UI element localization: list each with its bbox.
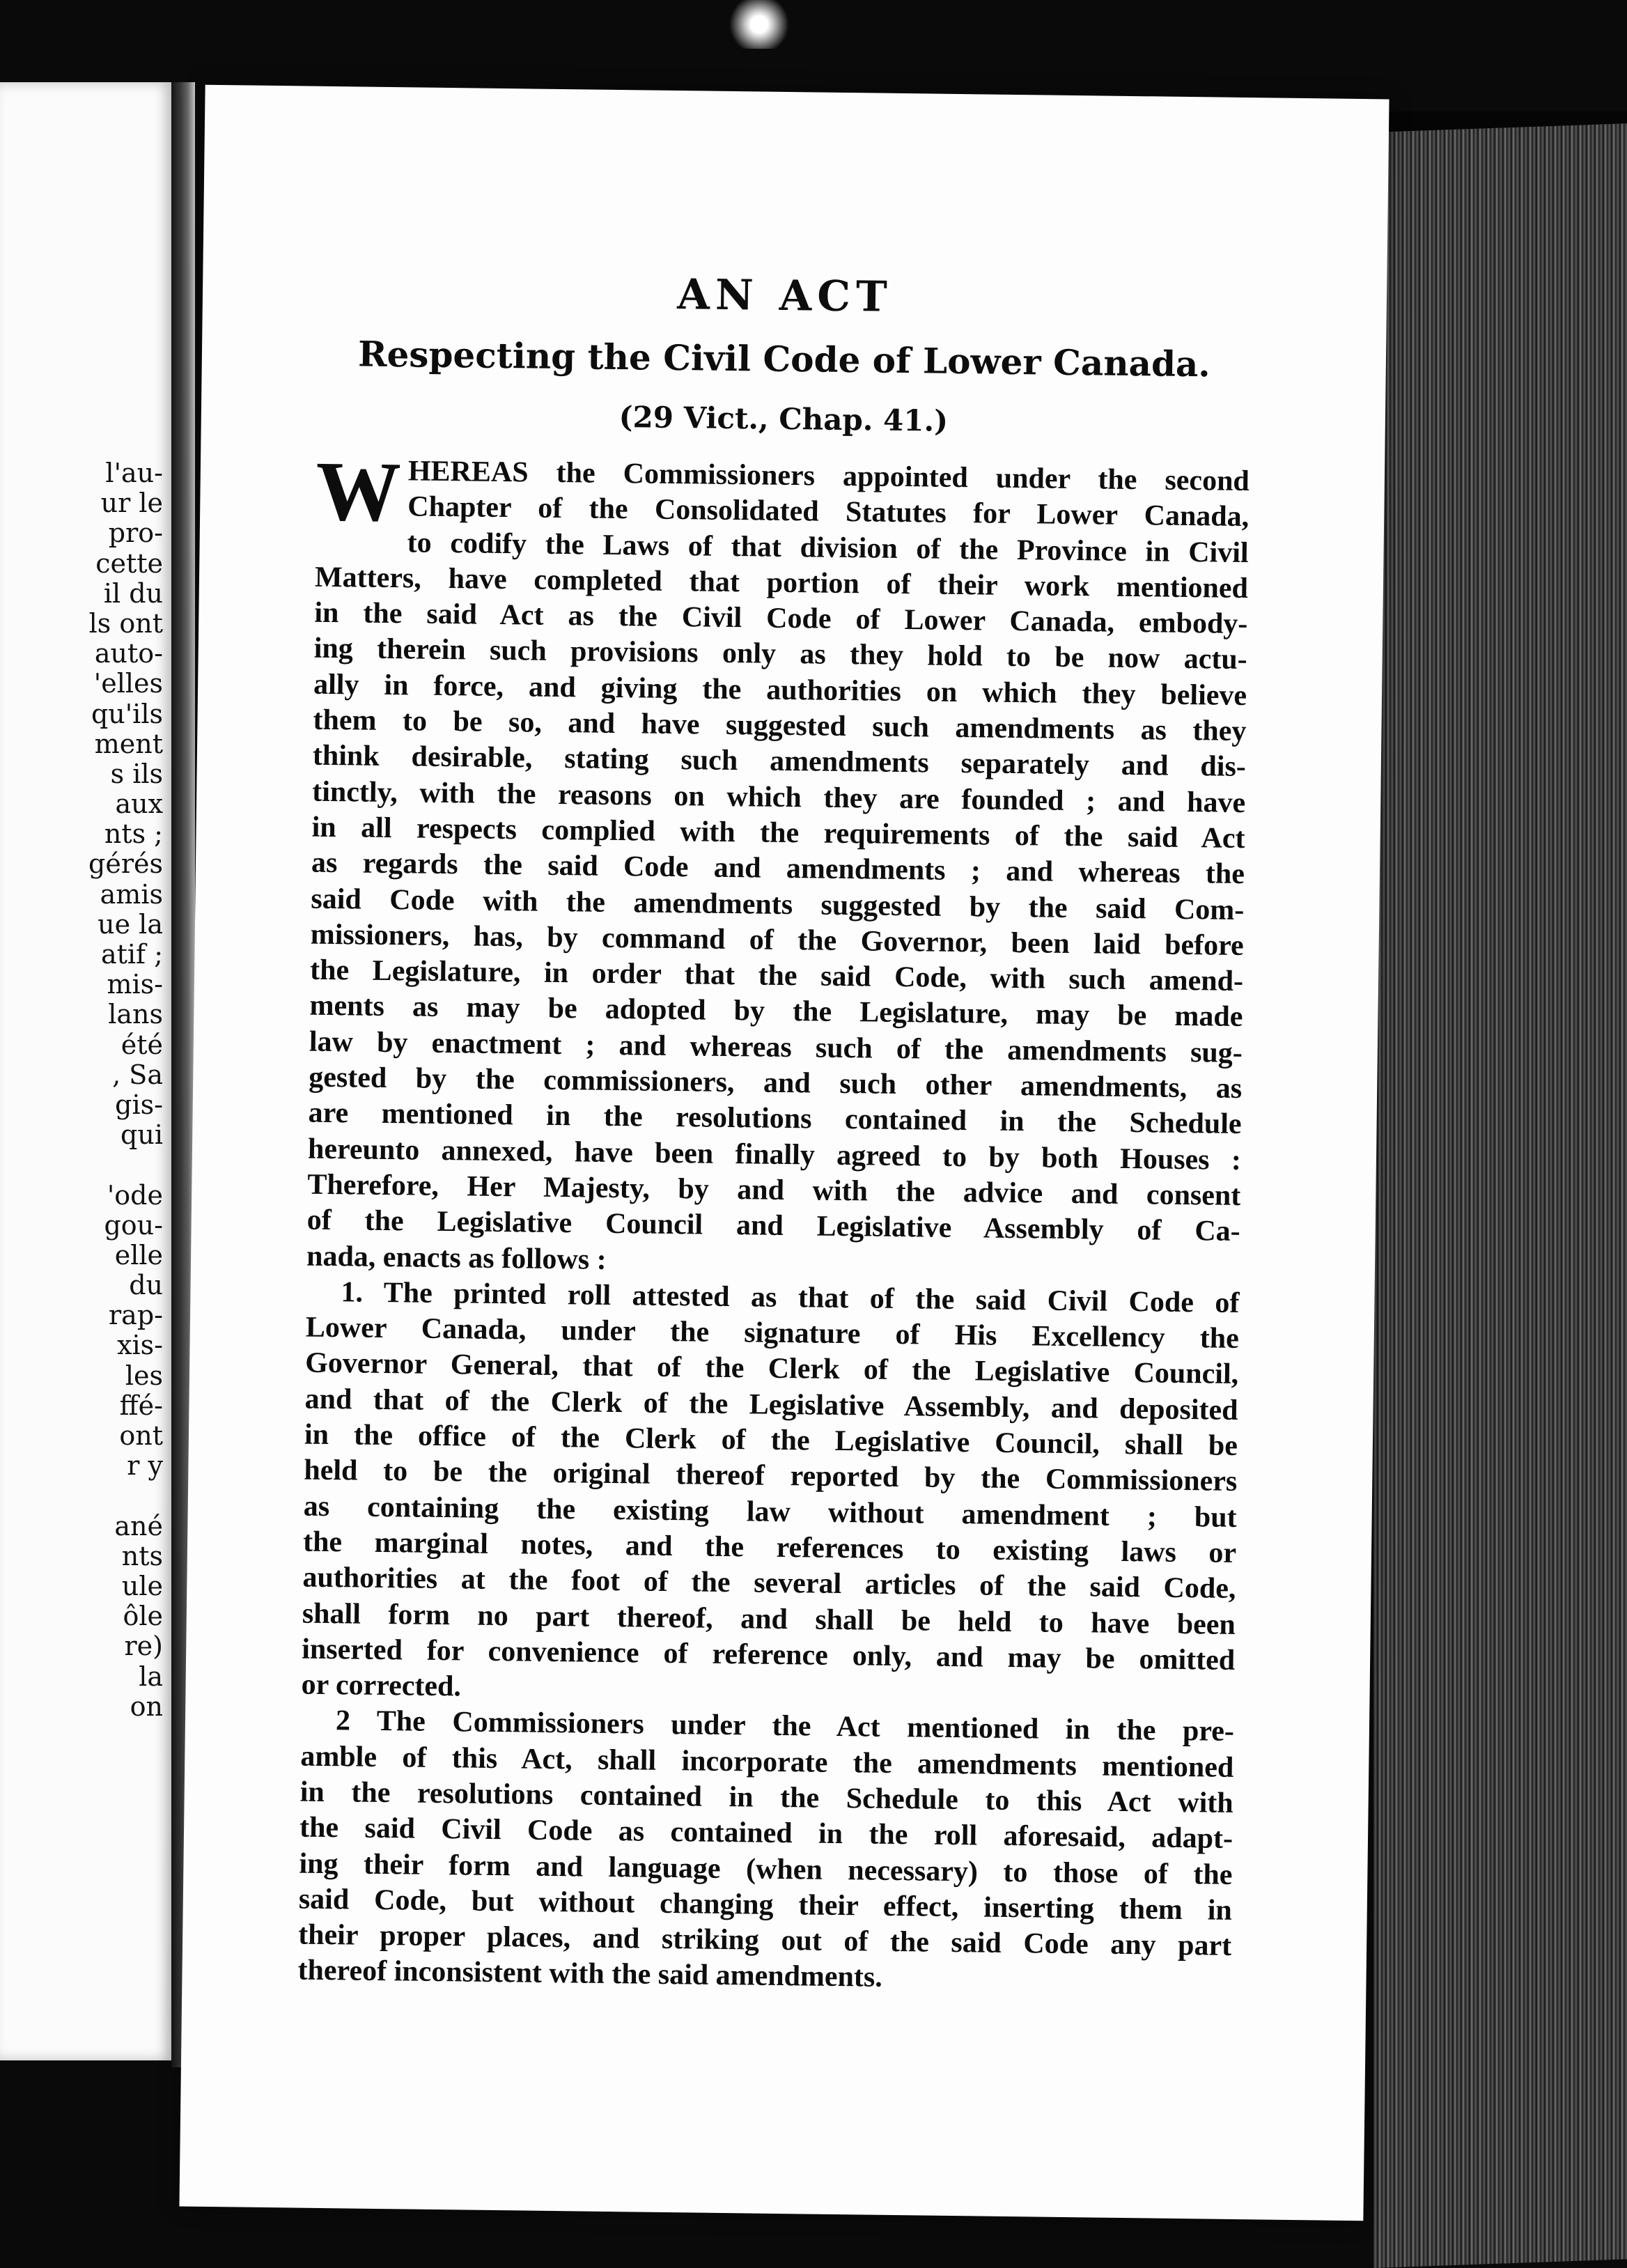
facing-page-line: gou-	[104, 1209, 163, 1241]
preamble-line: gested by the commissioners, and such other amendments, as	[308, 1061, 1243, 1105]
scan-speck	[724, 0, 794, 49]
facing-page-line: pro-	[108, 518, 163, 549]
sec2-line: amble of this Act, shall incorporate the amendments mentioned	[300, 1740, 1234, 1784]
preamble-line: to codify the Laws of that division of the Province in Civil	[407, 526, 1249, 569]
sec1-line: as containing the existing law without amendment ; but	[303, 1490, 1237, 1534]
facing-page-line: s ils	[110, 758, 163, 789]
sec1-line: inserted for convenience of reference only, and may be omitted	[301, 1633, 1236, 1677]
facing-page-line: il du	[103, 577, 163, 609]
facing-page-line: atif ;	[100, 939, 163, 970]
preamble-line: ing therein such provisions only as they hold to be now actu-	[313, 632, 1247, 676]
facing-page-line: ffé-	[119, 1390, 163, 1421]
preamble-line: HEREAS the Commissioners appointed under the second	[407, 455, 1250, 498]
facing-page-line: xis-	[117, 1330, 163, 1361]
preamble-line: as regards the said Code and amendments ; and whereas the	[311, 846, 1245, 891]
preamble-paragraph	[306, 444, 1250, 1286]
facing-page-line	[6, 1150, 163, 1180]
facing-page-line: qu'ils	[91, 698, 163, 729]
act-body	[297, 444, 1250, 2001]
preamble-line: Matters, have completed that portion of their work mentioned	[314, 561, 1249, 605]
facing-page-line: gérés	[88, 848, 163, 880]
preamble-line: in the said Act as the Civil Code of Lower Canada, embody-	[314, 596, 1248, 641]
sec1-line: Governor General, that of the Clerk of the Legislative Council,	[304, 1347, 1239, 1391]
preamble-line: hereunto annexed, have been finally agreed to by both Houses :	[307, 1133, 1242, 1176]
facing-page-line: 'elles	[93, 668, 163, 699]
section-1	[301, 1274, 1239, 1714]
preamble-lines	[306, 444, 1250, 1286]
facing-page-line: été	[120, 1029, 163, 1060]
preamble-line: law by enactment ; and whereas such of the amendments sug-	[309, 1025, 1243, 1069]
preamble-line: Chapter of the Consolidated Statutes for Lower Canada,	[407, 490, 1250, 534]
sec1-line: authorities at the foot of the several articles of the said Code,	[302, 1561, 1236, 1606]
preamble-line: ally in force, and giving the authorities on which they believe	[313, 668, 1247, 712]
facing-page-line: l'au-	[105, 458, 163, 488]
act-subtitle: Respecting the Civil Code of Lower Canada.	[357, 333, 1211, 385]
facing-page-line: amis	[100, 878, 163, 910]
facing-page-text	[6, 458, 163, 1722]
sec2-line: in the resolutions contained in the Schedule to this Act with	[299, 1776, 1233, 1819]
preamble-line: are mentioned in the resolutions contained in the Schedule	[308, 1096, 1242, 1141]
facing-page-line: mis-	[107, 969, 163, 1000]
sec1-line: in the office of the Clerk of the Legislative Council, shall be	[304, 1418, 1238, 1462]
preamble-line: Therefore, Her Majesty, by and with the advice and consent	[307, 1168, 1241, 1212]
sec1-line: the marginal notes, and the references to existing laws or	[302, 1525, 1237, 1569]
preamble-line: them to be so, and have suggested such amendments as they	[313, 704, 1247, 748]
act-chapter: (29 Vict., Chap. 41.)	[618, 400, 949, 438]
facing-page-line: ment	[94, 728, 163, 759]
section-2	[297, 1703, 1234, 2001]
facing-page-line: ont	[119, 1420, 163, 1451]
facing-page-line: qui	[120, 1119, 163, 1151]
facing-page-line	[6, 1481, 163, 1511]
facing-page-line: cette	[95, 547, 163, 579]
facing-page-line: ls ont	[88, 607, 163, 639]
sec1-line: shall form no part thereof, and shall be held to have been	[302, 1597, 1236, 1641]
facing-page-line: aux	[115, 789, 163, 820]
sec2-line: said Code, but without changing their effect, inserting them in	[298, 1883, 1233, 1927]
facing-page-line: , Sa	[112, 1059, 163, 1090]
sec1-line: and that of the Clerk of the Legislative Assembly, and deposited	[304, 1383, 1238, 1427]
facing-page-line: du	[129, 1270, 163, 1301]
facing-page-line: gis-	[115, 1089, 163, 1120]
preamble-line: of the Legislative Council and Legislative Assembly of Ca-	[306, 1204, 1240, 1248]
facing-page-line: ôle	[123, 1601, 163, 1632]
facing-page-line: re)	[124, 1631, 163, 1662]
text-column	[297, 259, 1252, 2001]
main-page	[179, 85, 1389, 2221]
page-fore-edge	[1373, 123, 1627, 2268]
facing-page-line: les	[125, 1360, 163, 1391]
preamble-line: missioners, has, by command of the Governor, been laid before	[310, 918, 1244, 962]
preamble-line: said Code with the amendments suggested by the said Com-	[311, 883, 1245, 926]
sec1-line: held to be the original thereof reported by the Commissioners	[304, 1454, 1238, 1498]
sec1-line: 1. The printed roll attested as that of the said Civil Code of	[341, 1276, 1240, 1319]
preamble-line: ments as may be adopted by the Legislature, may be made	[309, 990, 1243, 1034]
drop-cap: W	[315, 444, 402, 540]
sec1-line: or corrected.	[301, 1668, 462, 1703]
preamble-line: nada, enacts as follows :	[306, 1240, 607, 1276]
facing-page-line: r y	[127, 1450, 163, 1482]
sec2-line: ing their form and language (when necessary) to those of the	[299, 1847, 1233, 1891]
preamble-line: the Legislature, in order that the said Code, with such amend-	[309, 954, 1244, 998]
preamble-line: tinctly, with the reasons on which they are founded ; and have	[312, 775, 1246, 819]
facing-page-line: rap-	[109, 1300, 163, 1331]
sec1-line: Lower Canada, under the signature of His Excellency the	[305, 1311, 1240, 1356]
facing-page-line: ur le	[100, 488, 163, 519]
sec2-line: 2 The Commissioners under the Act mentioned in the pre-	[335, 1704, 1235, 1748]
facing-page-line: 'ode	[107, 1179, 163, 1211]
sec2-line: their proper places, and striking out of the said Code any part	[297, 1918, 1232, 1963]
facing-page-line: nts	[121, 1540, 163, 1571]
act-title: AN ACT	[676, 270, 894, 322]
facing-page-line: ané	[114, 1510, 163, 1541]
facing-page	[0, 82, 173, 2060]
facing-page-line: lans	[108, 999, 163, 1030]
facing-page-line: elle	[114, 1239, 163, 1271]
facing-page-line: la	[139, 1661, 163, 1692]
sec2-line: thereof inconsistent with the said amendments.	[297, 1955, 883, 1994]
preamble-line: think desirable, stating such amendments separately and dis-	[312, 740, 1247, 784]
sec2-line: the said Civil Code as contained in the roll aforesaid, adapt-	[299, 1811, 1233, 1856]
facing-page-line: auto-	[94, 638, 163, 669]
facing-page-line: ule	[121, 1570, 163, 1601]
facing-page-line: on	[130, 1691, 163, 1722]
preamble-line: in all respects complied with the requirements of the said Act	[311, 811, 1245, 855]
facing-page-line: ue la	[98, 908, 163, 940]
facing-page-line: nts ;	[104, 818, 163, 850]
